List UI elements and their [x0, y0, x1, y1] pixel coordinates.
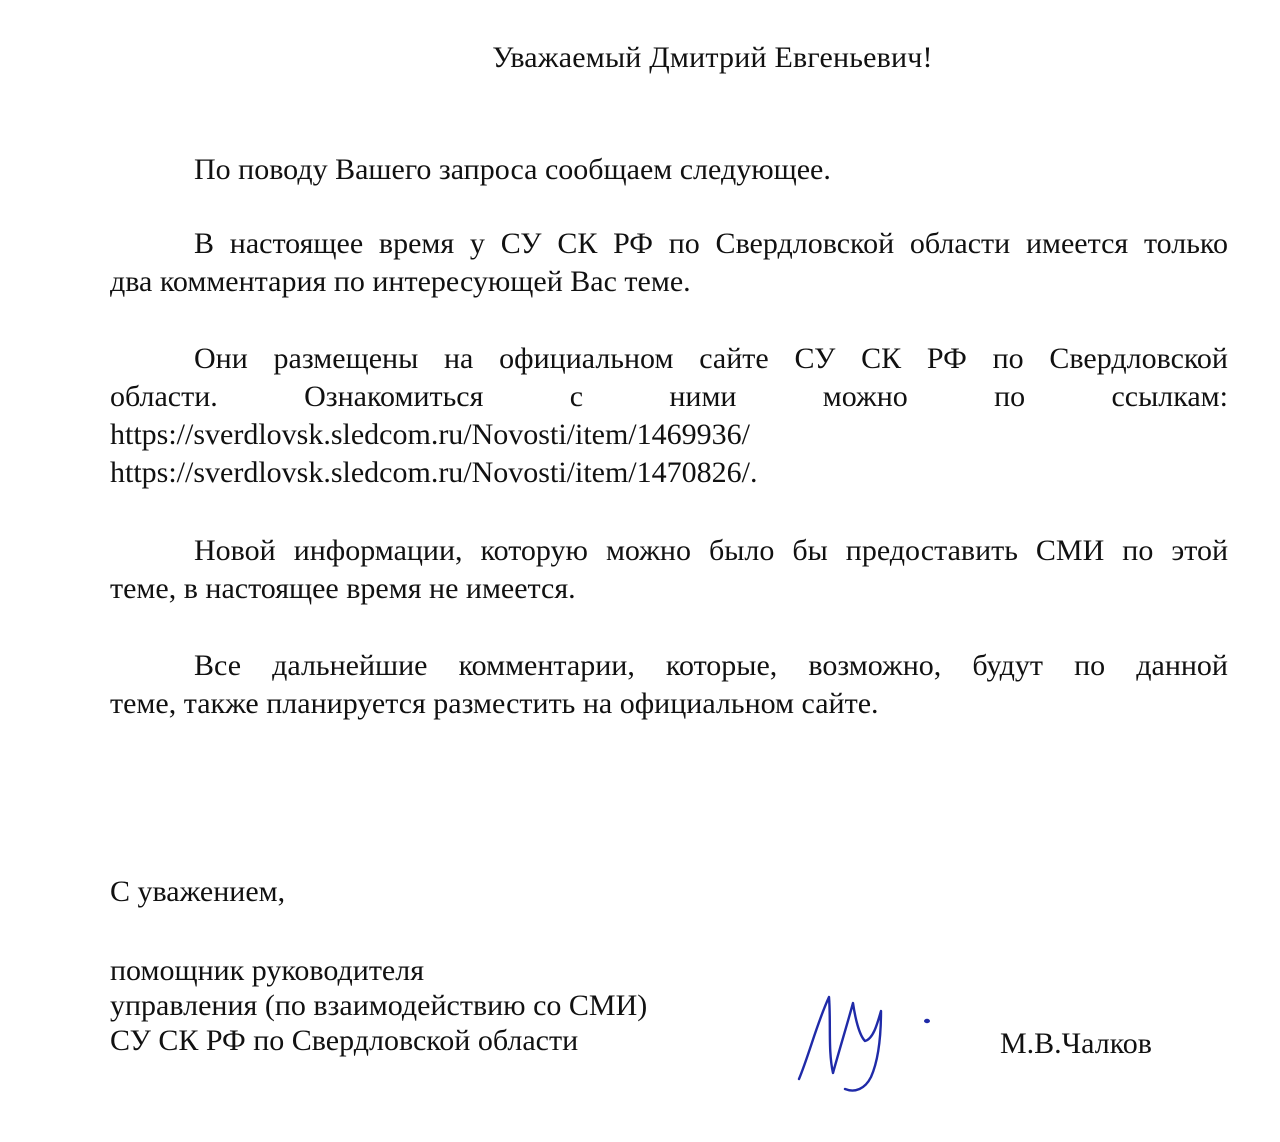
paragraph-1	[110, 151, 1228, 189]
link-text-1: https://sverdlovsk.sledcom.ru/Novosti/item/1469936/	[110, 418, 750, 451]
paragraph-2	[110, 225, 1228, 301]
paragraph-line: два комментария по интересующей Вас теме.	[110, 265, 691, 298]
paragraph-line: теме, в настоящее время не имеется.	[110, 572, 576, 605]
position-line: помощник руководителя	[110, 954, 425, 987]
paragraph-line: Новой информации, которую можно было бы предоставить СМИ по этой	[194, 534, 1228, 567]
paragraph-line: области. Ознакомиться с ними можно по ссылкам:	[110, 380, 1228, 413]
paragraph-line: Все дальнейшие комментарии, которые, возможно, будут по данной	[194, 649, 1228, 682]
paragraph-3	[110, 340, 1228, 492]
paragraph-line: Они размещены на официальном сайте СУ СК РФ по Свердловской	[194, 342, 1228, 375]
paragraph-line: теме, также планируется разместить на официальном сайте.	[110, 687, 879, 720]
paragraph-4	[110, 532, 1228, 608]
signer-name: М.В.Чалков	[1000, 1027, 1152, 1060]
handwritten-signature	[785, 985, 960, 1100]
paragraph-line: По поводу Вашего запроса сообщаем следующее.	[194, 153, 831, 186]
paragraph-5	[110, 647, 1228, 723]
signer-position	[110, 953, 647, 1058]
closing: С уважением,	[110, 875, 286, 908]
position-line: СУ СК РФ по Свердловской области	[110, 1024, 579, 1057]
greeting: Уважаемый Дмитрий Евгеньевич!	[492, 41, 933, 74]
link-text-2: https://sverdlovsk.sledcom.ru/Novosti/item/1470826/.	[110, 456, 758, 489]
paragraph-line: В настоящее время у СУ СК РФ по Свердловской области имеется только	[194, 227, 1228, 260]
position-line: управления (по взаимодействию со СМИ)	[110, 989, 648, 1022]
